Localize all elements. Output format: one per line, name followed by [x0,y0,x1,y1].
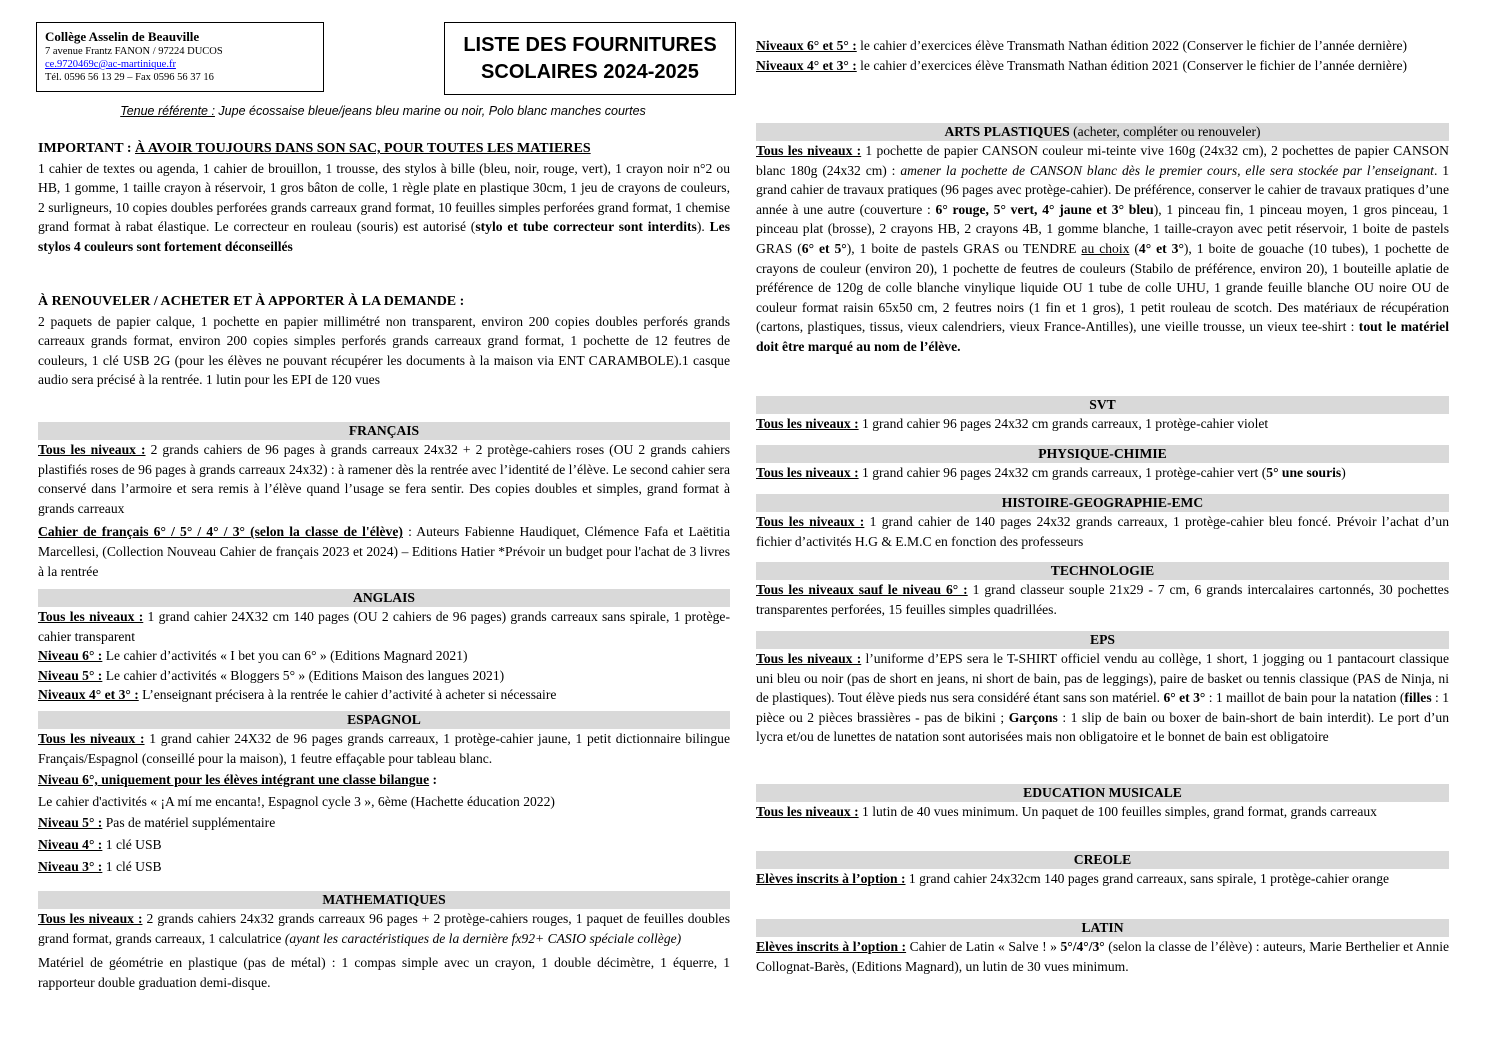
section-espagnol [38,711,730,876]
maths-continued [756,36,1449,75]
section-techno [756,562,1449,619]
histoire-all-levels: Tous les niveaux : 1 grand cahier de 140 pages 24x32 grands carreaux, 1 protège-cahier bleu foncé. Prévoir l’achat d’un fichier d’activités H.G & E.M.C en fonction des professeurs [756,514,1449,549]
francais-all-levels: Tous les niveaux : 2 grands cahiers de 96 pages à grands carreaux 24x32 + 2 protège-cahiers roses (OU 2 grands cahiers plastifiés roses de 96 pages à grands carreaux 24x32) : à ramener dès la rentrée avec l’identité de l’élève. Le second cahier sera conservé dans l’armoire et sera remis à l’élève quand l’usage se fera sentir. Des copies doubles et simples, grand format à grands carreaux [38,442,730,516]
espagnol-cahier: Le cahier d'activités « ¡A mí me encanta!, Espagnol cycle 3 », 6ème (Hachette éducation 2022) [38,793,555,809]
arts-all-levels: Tous les niveaux : 1 pochette de papier CANSON couleur mi-teinte vive 160g (24x32 cm), 2 pochettes de papier CANSON blanc 180g (24x32 cm) : amener la pochette de CANSON blanc dès le premier cours, elle sera stockée par l’enseignant. 1 grand cahier de travaux pratiques (96 pages avec protège-cahier). De préférence, conserver le cahier de travaux pratiques d’une année à une autre (couverture : 6° rouge, 5° vert, 4° jaune et 3° bleu), 1 pinceau fin, 1 pinceau moyen, 1 gros pinceau, 1 pinceau plat (brosse), 2 crayons HB, 2 crayons 4B, 1 gomme blanche, 1 taille-crayon avec petit réservoir, 1 boite de pastels GRAS (6° et 5°), 1 boite de pastels GRAS ou TENDRE au choix (4° et 3°), 1 boite de gouache (10 tubes), 1 pochette de crayons de couleur (environ 20), 1 pochette de feutres de couleurs (Stabilo de préférence, environ 20), 1 bouteille aplatie de préférence de 120g de colle blanche vinylique liquide OU 1 tube de colle UHU, 1 grande feuille blanche OU noire OU de couleur format raisin 65x50 cm, 2 feutres noirs (1 fin et 1 gros), 1 petit rouleau de scotch. Des matériaux de récupération (cartons, plastiques, tissus, vieux calendriers, vieux France-Antilles), une vieille trousse, un vieux tee-shirt : tout le matériel doit être marqué au nom de l’élève. [756,143,1450,354]
anglais-all-levels: Tous les niveaux : 1 grand cahier 24X32 cm 140 pages (OU 2 cahiers de 96 pages) grands carreaux sans spirale, 1 protège-cahier transparent [38,609,730,644]
francais-cahier: Cahier de français 6° / 5° / 4° / 3° (selon la classe de l'élève) : Auteurs Fabienne Haudiquet, Clémence Fafa et Laëtitia Marcellesi, (Collection Nouveau Cahier de français 2023 et 2024) – Editions Hatier *Prévoir un budget pour l'achat de 3 livres à la rentrée [38,524,730,579]
maths-geometrie: Matériel de géométrie en plastique (pas de métal) : 1 compas simple avec un crayon, 1 double décimètre, 1 équerre, 1 rapporteur double graduation demi-disque. [38,955,730,990]
section-maths [38,891,730,992]
techno-all-levels: Tous les niveaux sauf le niveau 6° : 1 grand classeur souple 21x29 - 7 cm, 6 grands intercalaires cartonnés, 30 pochettes transparentes perforées, 15 feuilles simples quadrillées. [756,582,1449,617]
section-musique [756,784,1449,822]
band-francais: FRANÇAIS [38,422,730,440]
band-physique: PHYSIQUE-CHIMIE [756,445,1449,463]
renew-title: À RENOUVELER / ACHETER ET À APPORTER À LA DEMANDE : [38,294,465,309]
important-title: IMPORTANT : À AVOIR TOUJOURS DANS SON SAC, POUR TOUTES LES MATIERES [38,141,591,156]
maths-niveaux-6-5: Niveaux 6° et 5° : le cahier d’exercices élève Transmath Nathan édition 2022 (Conserver le fichier de l’année dernière) [756,38,1408,53]
latin-option: Elèves inscrits à l’option : Cahier de Latin « Salve ! » 5°/4°/3° (selon la classe de l’élève) : auteurs, Marie Berthelier et Annie Collognat-Barès, (Editions Magnard), un lutin de 30 vues minimum. [756,939,1450,974]
school-info-box [36,22,324,92]
title-line-1: LISTE DES FOURNITURES [463,34,717,56]
espagnol-niveau-4: Niveau 4° : 1 clé USB [38,836,162,852]
school-email-link[interactable]: ce.9720469c@ac-martinique.fr [45,59,176,70]
physique-all-levels: Tous les niveaux : 1 grand cahier 96 pages 24x32 cm grands carreaux, 1 protège-cahier vert (5° une souris) [756,465,1346,480]
maths-all-levels: Tous les niveaux : 2 grands cahiers 24x32 grands carreaux 96 pages + 2 protège-cahiers rouges, 1 paquet de feuilles doubles grand format, grands carreaux, 1 calculatrice (ayant les caractéristiques de la dernière fx92+ CASIO spéciale collège) [38,911,730,946]
espagnol-niveau-3: Niveau 3° : 1 clé USB [38,858,162,874]
document-title-box [444,22,736,95]
title-line-2: SCOLAIRES 2024-2025 [481,61,699,83]
school-name: Collège Asselin de Beauville [45,29,200,44]
anglais-niveau-4-3: Niveaux 4° et 3° : L’enseignant précisera à la rentrée le cahier d’activité à acheter si nécessaire [38,687,557,703]
school-phone: Tél. 0596 56 13 29 – Fax 0596 56 37 16 [45,72,214,83]
tenue-label: Tenue référente : [120,104,215,118]
anglais-niveau-5: Niveau 5° : Le cahier d’activités « Bloggers 5° » (Editions Maison des langues 2021) [38,667,505,683]
anglais-niveau-6: Niveau 6° : Le cahier d’activités « I bet you can 6° » (Editions Magnard 2021) [38,648,468,664]
musique-all-levels: Tous les niveaux : 1 lutin de 40 vues minimum. Un paquet de 100 feuilles simples, grand format, grands carreaux [756,804,1377,819]
band-eps: EPS [756,631,1449,649]
section-anglais [38,589,730,705]
band-svt: SVT [756,396,1449,414]
section-eps [756,631,1449,747]
important-section [38,139,730,257]
renew-section [38,292,730,390]
band-anglais: ANGLAIS [38,589,730,607]
svt-all-levels: Tous les niveaux : 1 grand cahier 96 pages 24x32 cm grands carreaux, 1 protège-cahier violet [756,416,1269,431]
tenue-text: Jupe écossaise bleue/jeans bleu marine ou noir, Polo blanc manches courtes [214,104,646,118]
section-creole [756,851,1449,889]
section-francais [38,422,730,581]
band-espagnol: ESPAGNOL [38,711,730,729]
school-address: 7 avenue Frantz FANON / 97224 DUCOS [45,46,223,57]
section-svt [756,396,1449,434]
tenue-line [36,104,730,118]
espagnol-niveau-5: Niveau 5° : Pas de matériel supplémentaire [38,815,276,831]
band-techno: TECHNOLOGIE [756,562,1449,580]
renew-text: 2 paquets de papier calque, 1 pochette en papier millimétré non transparent, environ 200 copies doubles perforés grands carreaux grands format, environ 200 copies simples perforés grands carreaux grand format, 1 pochette de 12 feutres de couleurs, 1 clé USB 2G (pour les élèves ne pouvant récupérer les documents à la maison via ENT CARAMBOLE).1 casque audio sera précisé à la rentrée. 1 lutin pour les EPI de 120 vues [38,313,730,388]
section-histoire [756,494,1449,551]
band-latin: LATIN [756,919,1449,937]
creole-option: Elèves inscrits à l’option : 1 grand cahier 24x32cm 140 pages grand carreaux, sans spirale, 1 protège-cahier orange [756,871,1390,886]
espagnol-all-levels: Tous les niveaux : 1 grand cahier 24X32 de 96 pages grands carreaux, 1 protège-cahier jaune, 1 petit dictionnaire bilingue Français/Espagnol (conseillé pour la maison), 1 feutre effaçable pour tableau blanc. [38,731,730,766]
section-latin [756,919,1449,976]
band-arts: ARTS PLASTIQUES (acheter, compléter ou renouveler) [756,123,1449,141]
section-physique [756,445,1449,483]
maths-niveaux-4-3: Niveaux 4° et 3° : le cahier d’exercices élève Transmath Nathan édition 2021 (Conserver le fichier de l’année dernière) [756,57,1408,73]
section-arts [756,123,1449,357]
band-musique: EDUCATION MUSICALE [756,784,1449,802]
espagnol-niveau-6: Niveau 6°, uniquement pour les élèves intégrant une classe bilangue : [38,772,438,788]
band-histoire: HISTOIRE-GEOGRAPHIE-EMC [756,494,1449,512]
band-creole: CREOLE [756,851,1449,869]
band-maths: MATHEMATIQUES [38,891,730,909]
eps-all-levels: Tous les niveaux : l’uniforme d’EPS sera le T-SHIRT officiel vendu au collège, 1 short, 1 jogging ou 1 pantacourt classique uni bleu ou noir (pas de short en jeans, ni short de bain, pas de leggings), paire de basket ou tennis classique (PAS de Ninja, ni de plastiques). Tout élève pieds nus sera considéré étant sans son matériel. 6° et 3° : 1 maillot de bain pour la natation (filles : 1 pièce ou 2 pièces brassières - pas de bikini ; Garçons : 1 slip de bain ou boxer de bain-short de bain interdit). Le port d’un lycra et/ou de lunettes de natation sont autorisées mais non obligatoire et le bonnet de bain est obligatoire [756,651,1450,745]
important-text: 1 cahier de textes ou agenda, 1 cahier de brouillon, 1 trousse, des stylos à bille (bleu, noir, rouge, vert), 1 crayon noir n°2 ou HB, 1 gomme, 1 taille crayon à réservoir, 1 gros bâton de colle, 1 règle plate en plastique 30cm, 1 jeu de crayons de couleurs, 2 surligneurs, 10 copies doubles perforées grands carreaux grand format, 10 feuilles simples perforées grand format, 1 chemise grand format à rabat élastique. Le correcteur en rouleau (souris) est autorisé (stylo et tube correcteur sont interdits). Les stylos 4 couleurs sont fortement déconseillés [38,160,730,254]
